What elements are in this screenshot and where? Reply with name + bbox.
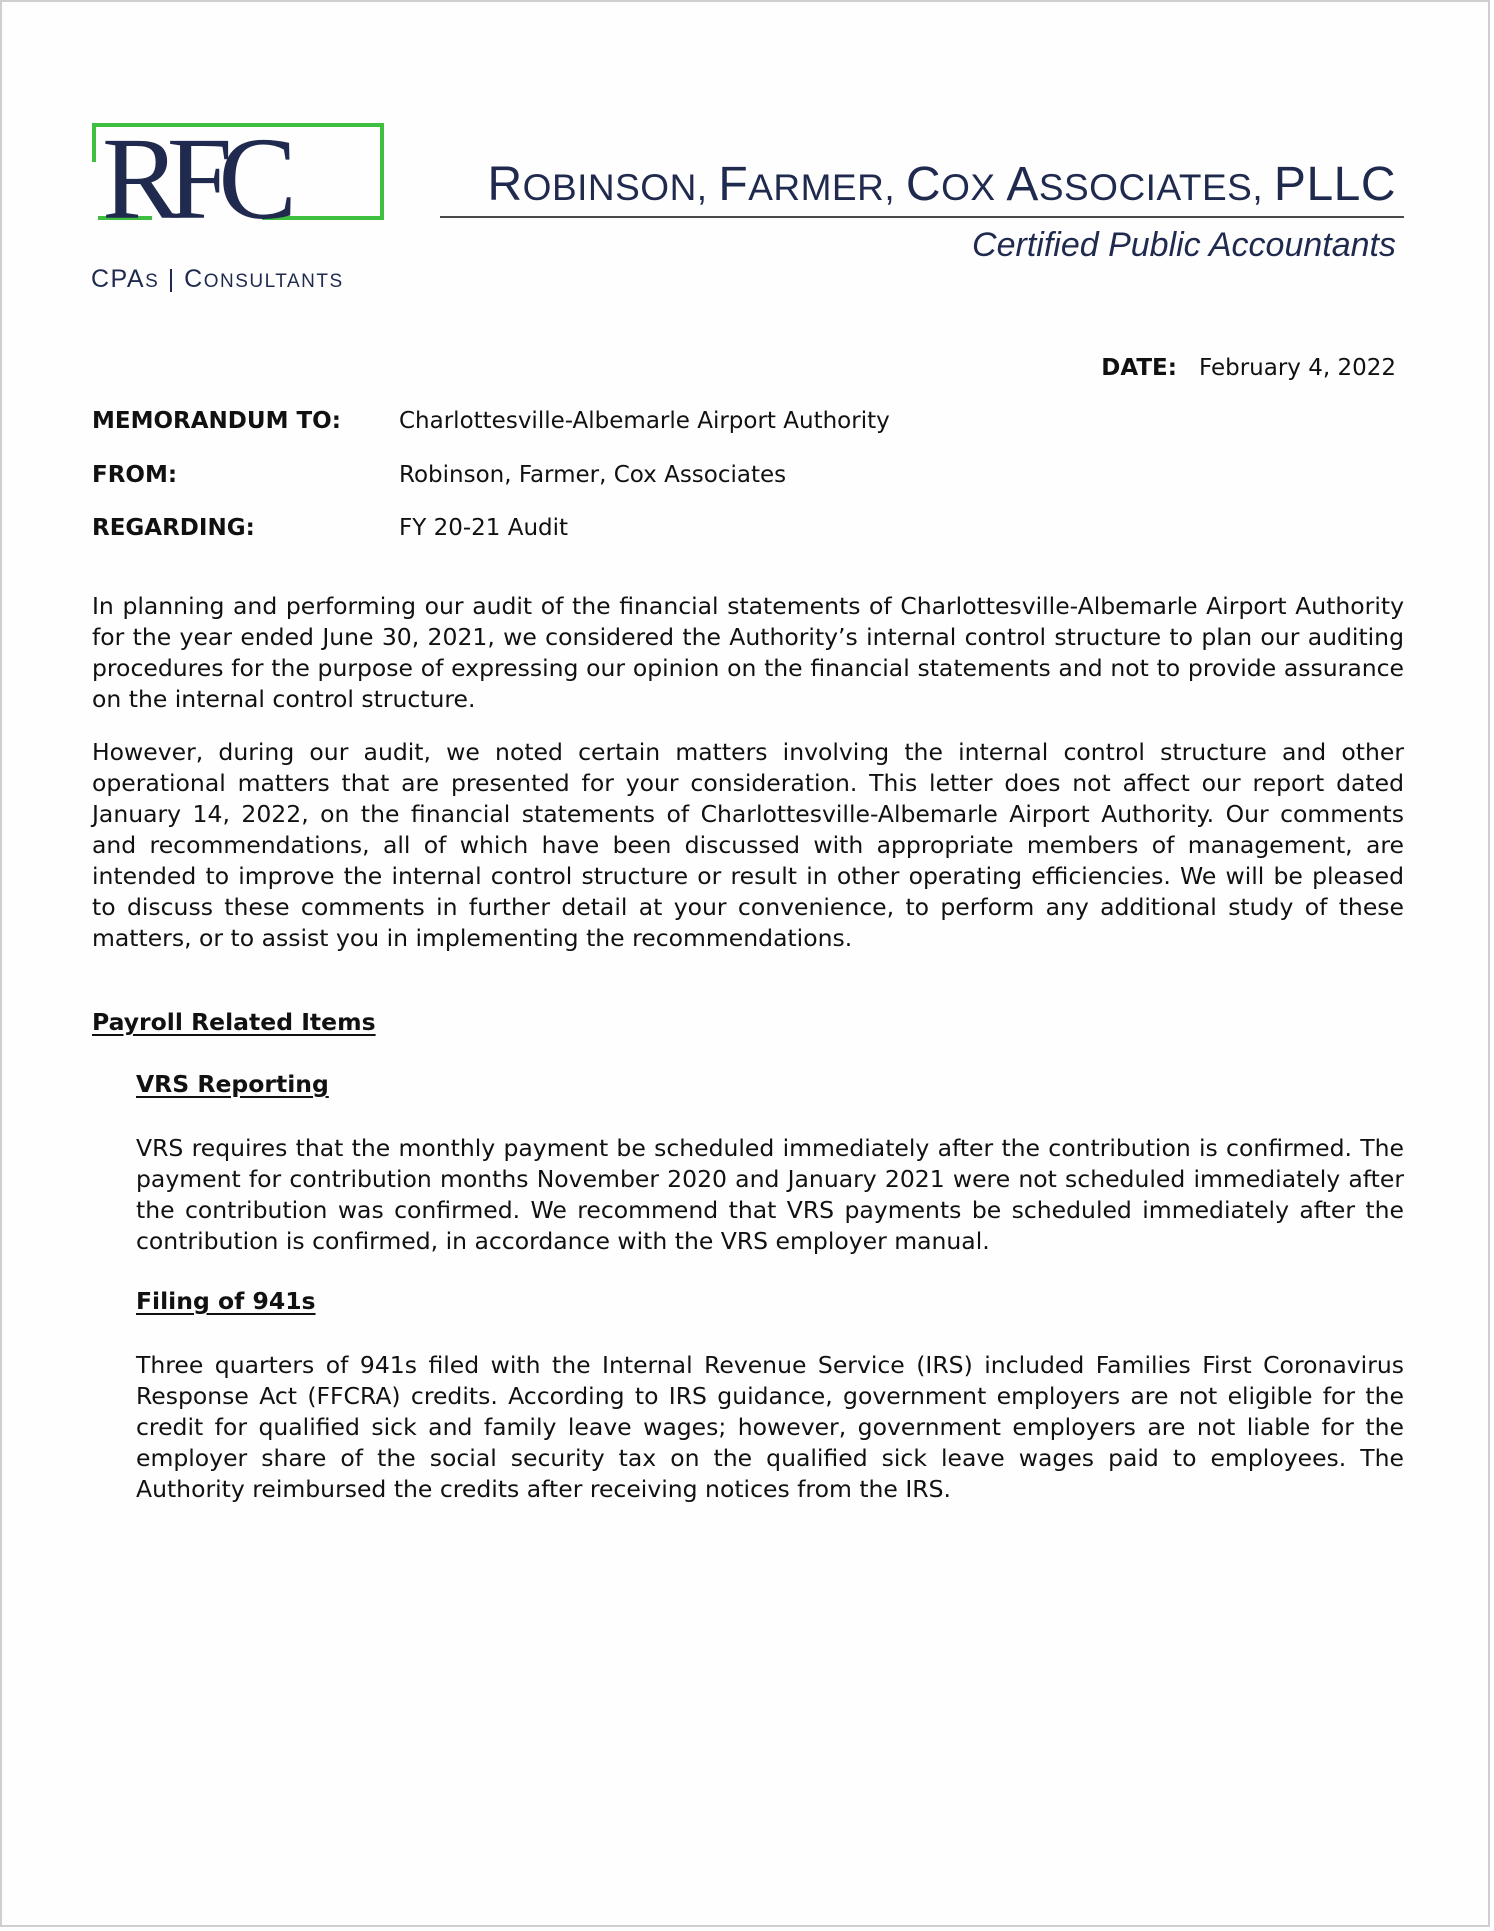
subsection-heading-vrs: VRS Reporting <box>136 1070 329 1098</box>
date-label: DATE: <box>1101 355 1177 381</box>
logo-subtitle: CPAS | CONSULTANTS <box>91 265 344 293</box>
section-heading-payroll: Payroll Related Items <box>92 1008 376 1036</box>
firm-tagline: Certified Public Accountants <box>972 226 1396 264</box>
memo-from-line <box>92 462 786 488</box>
body-paragraph-2: However, during our audit, we noted certain matters involving the internal control structure and other operational matters that are presented for your consideration. This letter does not affect our report dated January 14, 2022, on the financial statements of Charlottesville-Albemarle Airport Authority. Our comments and recommendations, all of which have been discussed with appropriate members of management, are intended to improve the internal control structure or result in other operating efficiencies. We will be pleased to discuss these comments in further detail at your convenience, to perform any additional study of these matters, or to assist you in implementing the recommendations. <box>92 738 1404 952</box>
memo-from-value: Robinson, Farmer, Cox Associates <box>399 462 787 488</box>
memo-regarding-line <box>92 515 568 541</box>
memo-regarding-label: REGARDING: <box>92 515 255 541</box>
date-value: February 4, 2022 <box>1198 355 1396 381</box>
941s-paragraph: Three quarters of 941s filed with the Internal Revenue Service (IRS) included Families First Coronavirus Response Act (FFCRA) credits. According to IRS guidance, government employers are not eligible for the credit for qualified sick and family leave wages; however, government employers are not liable for the employer share of the social security tax on the qualified sick leave wages paid to employees. The Authority reimbursed the credits after receiving notices from the IRS. <box>136 1351 1404 1503</box>
subsection-heading-941s: Filing of 941s <box>136 1287 316 1315</box>
memo-to-line <box>92 408 890 434</box>
logo-frame-gap <box>88 162 98 222</box>
vrs-paragraph: VRS requires that the monthly payment be scheduled immediately after the contribution is confirmed. The payment for contribution months November 2020 and January 2021 were not scheduled immediately after the contribution was confirmed. We recommend that VRS payments be scheduled immediately after the contribution is confirmed, in accordance with the VRS employer manual. <box>136 1134 1404 1255</box>
memo-to-label: MEMORANDUM TO: <box>92 408 341 434</box>
date-line <box>1101 355 1396 381</box>
header-divider <box>440 216 1404 218</box>
firm-name: ROBINSON, FARMER, COX ASSOCIATES, PLLC <box>487 158 1396 211</box>
memo-to-value: Charlottesville-Albemarle Airport Authority <box>399 408 890 434</box>
memo-regarding-value: FY 20-21 Audit <box>399 515 569 541</box>
logo-monogram: RFC <box>102 113 284 244</box>
body-paragraph-1: In planning and performing our audit of the financial statements of Charlottesville-Albemarle Airport Authority for the year ended June 30, 2021, we considered the Authority’s internal control structure to plan our auditing procedures for the purpose of expressing our opinion on the financial statements and not to provide assurance on the internal control structure. <box>92 592 1404 713</box>
memo-from-label: FROM: <box>92 462 178 488</box>
